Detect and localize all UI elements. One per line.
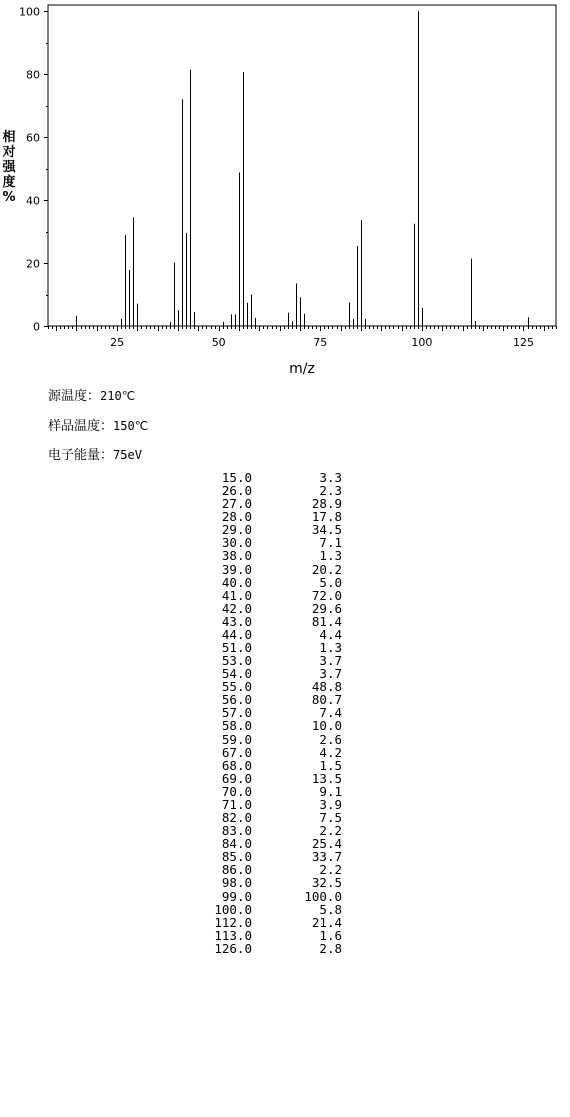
y-tick-label: 20: [26, 257, 40, 271]
x-tick-label: 75: [313, 336, 328, 349]
mz-cell: 27.0: [221, 496, 252, 512]
y-tick-label: 80: [26, 68, 40, 82]
electron-energy-label: 电子能量：: [48, 448, 114, 463]
intensity-cell: 2.6: [319, 731, 342, 747]
mz-cell: 40.0: [221, 574, 252, 590]
mz-cell: 53.0: [221, 653, 252, 669]
intensity-cell: 4.4: [319, 626, 342, 642]
table-row: [200, 785, 342, 798]
x-axis-label: m/z: [289, 361, 315, 377]
table-row: [200, 876, 342, 889]
mz-cell: 112.0: [214, 914, 252, 930]
table-row: [200, 563, 342, 576]
mz-cell: 57.0: [221, 705, 252, 721]
x-tick-label: 100: [411, 336, 433, 349]
spectrum-bars: [77, 11, 529, 326]
intensity-cell: 81.4: [311, 613, 342, 629]
mz-cell: 26.0: [221, 483, 252, 499]
table-row: [200, 746, 342, 759]
mz-cell: 99.0: [221, 888, 252, 904]
table-row: [200, 733, 342, 746]
mz-cell: 15.0: [221, 470, 252, 485]
mass-spectrum-chart: [0, 0, 570, 385]
mz-cell: 38.0: [221, 548, 252, 564]
intensity-cell: 2.2: [319, 823, 342, 839]
intensity-cell: 48.8: [311, 679, 342, 695]
x-tick-label: 50: [211, 336, 226, 349]
mz-cell: 82.0: [221, 810, 252, 826]
x-tick-label: 25: [110, 336, 125, 349]
intensity-cell: 2.3: [319, 483, 342, 499]
y-tick-label: 0: [33, 320, 40, 334]
intensity-cell: 1.3: [319, 548, 342, 564]
mz-cell: 98.0: [221, 875, 252, 891]
intensity-cell: 5.0: [319, 574, 342, 590]
source-temperature-label: 源温度：: [48, 389, 101, 404]
mz-cell: 56.0: [221, 692, 252, 708]
mz-cell: 126.0: [214, 940, 252, 956]
intensity-cell: 7.1: [319, 535, 342, 551]
mz-cell: 28.0: [221, 509, 252, 525]
mz-cell: 113.0: [214, 927, 252, 943]
mz-cell: 67.0: [221, 744, 252, 760]
intensity-cell: 20.2: [311, 561, 342, 577]
intensity-cell: 17.8: [311, 509, 342, 525]
mz-cell: 86.0: [221, 862, 252, 878]
y-axis-label-text: 相对强度%: [2, 130, 16, 205]
mz-cell: 29.0: [221, 522, 252, 538]
mz-cell: 43.0: [221, 613, 252, 629]
intensity-cell: 3.3: [319, 470, 342, 485]
peak-table: [200, 471, 342, 955]
sample-temperature-label: 样品温度：: [48, 419, 114, 434]
y-tick-label: 60: [26, 131, 40, 145]
table-row: [200, 719, 342, 732]
intensity-cell: 72.0: [311, 587, 342, 603]
mz-cell: 71.0: [221, 796, 252, 812]
table-row: [200, 772, 342, 785]
intensity-cell: 29.6: [311, 600, 342, 616]
table-row: [200, 615, 342, 628]
intensity-cell: 3.9: [319, 796, 342, 812]
electron-energy: [48, 447, 142, 464]
intensity-cell: 7.4: [319, 705, 342, 721]
intensity-cell: 2.2: [319, 862, 342, 878]
table-row: [200, 576, 342, 589]
intensity-cell: 5.8: [319, 901, 342, 917]
intensity-cell: 1.6: [319, 927, 342, 943]
plot-border: [48, 5, 556, 326]
intensity-cell: 3.7: [319, 653, 342, 669]
intensity-cell: 33.7: [311, 849, 342, 865]
electron-energy-value: 75eV: [113, 448, 142, 462]
y-tick-label: 100: [19, 5, 40, 19]
mz-cell: 68.0: [221, 757, 252, 773]
table-row: [200, 890, 342, 903]
mz-cell: 83.0: [221, 823, 252, 839]
y-axis-label: [1, 129, 16, 205]
intensity-cell: 4.2: [319, 744, 342, 760]
intensity-cell: 13.5: [311, 770, 342, 786]
intensity-cell: 21.4: [311, 914, 342, 930]
table-row: [200, 942, 342, 955]
intensity-cell: 10.0: [311, 718, 342, 734]
intensity-cell: 28.9: [311, 496, 342, 512]
intensity-cell: 80.7: [311, 692, 342, 708]
intensity-cell: 7.5: [319, 810, 342, 826]
intensity-cell: 32.5: [311, 875, 342, 891]
x-tick-label: 125: [512, 336, 534, 349]
source-temperature-value: 210℃: [100, 389, 136, 403]
y-axis: [19, 6, 48, 334]
intensity-cell: 1.5: [319, 757, 342, 773]
mz-cell: 51.0: [221, 640, 252, 656]
table-row: [200, 602, 342, 615]
intensity-cell: 25.4: [311, 836, 342, 852]
intensity-cell: 100.0: [304, 888, 342, 904]
intensity-cell: 3.7: [319, 666, 342, 682]
mz-cell: 39.0: [221, 561, 252, 577]
mz-cell: 100.0: [214, 901, 252, 917]
mz-cell: 42.0: [221, 600, 252, 616]
intensity-cell: 9.1: [319, 783, 342, 799]
mz-cell: 30.0: [221, 535, 252, 551]
table-row: [200, 759, 342, 772]
sample-temperature: [48, 418, 148, 435]
plot-frame: [48, 5, 556, 326]
mz-cell: 85.0: [221, 849, 252, 865]
intensity-cell: 34.5: [311, 522, 342, 538]
table-row: [200, 549, 342, 562]
mz-cell: 70.0: [221, 783, 252, 799]
mz-cell: 69.0: [221, 770, 252, 786]
intensity-cell: 1.3: [319, 640, 342, 656]
x-axis: [49, 326, 557, 349]
intensity-cell: 2.8: [319, 940, 342, 956]
table-row: [200, 589, 342, 602]
sample-temperature-value: 150℃: [113, 419, 149, 433]
mz-cell: 44.0: [221, 626, 252, 642]
y-tick-label: 40: [26, 194, 40, 208]
source-temperature: [48, 388, 135, 405]
table-row: [200, 916, 342, 929]
table-row: [200, 903, 342, 916]
mz-cell: 41.0: [221, 587, 252, 603]
mz-cell: 58.0: [221, 718, 252, 734]
mz-cell: 55.0: [221, 679, 252, 695]
mz-cell: 59.0: [221, 731, 252, 747]
mz-cell: 54.0: [221, 666, 252, 682]
table-row: [200, 929, 342, 942]
mz-cell: 84.0: [221, 836, 252, 852]
